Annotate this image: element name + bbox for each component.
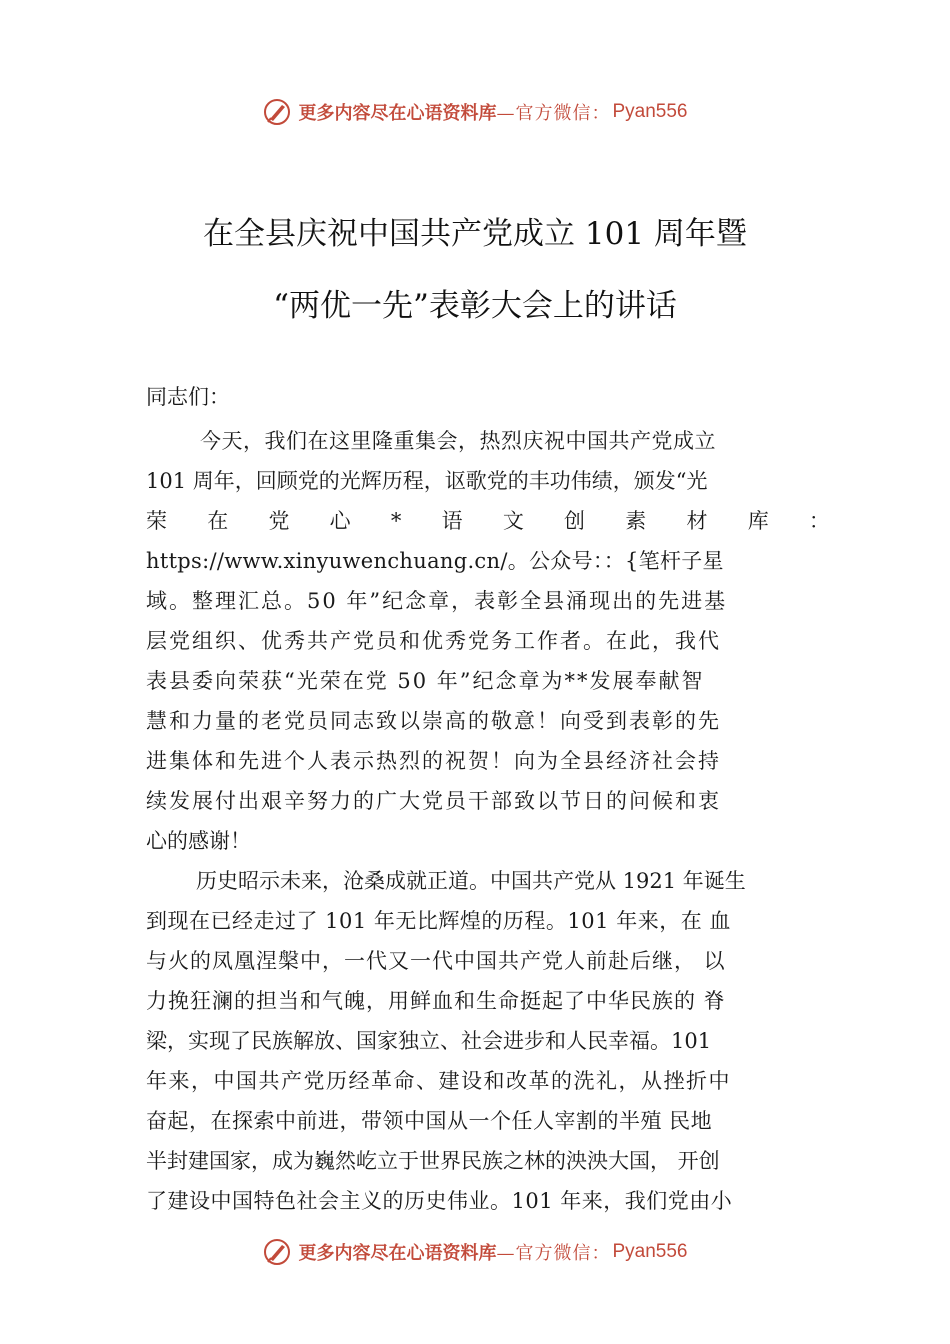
quill-pen-logo-icon: [262, 97, 292, 127]
watermark-text-library: 更多内容尽在心语资料库: [298, 103, 497, 124]
spread-char: 创: [564, 509, 586, 533]
paragraph-2-line-2: 到现在已经走过了 101 年无比辉煌的历程。101 年来，在 血: [146, 909, 731, 933]
paragraph-1-line-7: 表县委向荣获“光荣在党 50 年”纪念章为**发展奉献智: [146, 669, 705, 693]
paragraph-1-line-5: 域。整理汇总。50 年”纪念章，表彰全县涌现出的先进基: [146, 589, 728, 613]
spread-char: 库: [747, 509, 769, 533]
spread-char: 荣: [146, 509, 167, 533]
spread-char: 材: [686, 509, 708, 533]
paragraph-2-line-7: 奋起，在探索中前进，带领中国从一个任人宰割的半殖 民地: [146, 1109, 713, 1133]
paragraph-1-line-2: 101 周年，回顾党的光辉历程，讴歌党的丰功伟绩，颁发“光: [146, 469, 708, 493]
paragraph-1-line-11: 心的感谢！: [146, 829, 251, 853]
paragraph-2-line-5: 梁，实现了民族解放、国家独立、社会进步和人民幸福。101: [146, 1029, 712, 1053]
spread-char: 心: [329, 509, 351, 533]
paragraph-1-line-10: 续发展付出艰辛努力的广大党员干部致以节日的问候和衷: [146, 789, 721, 813]
watermark-text-wechat-id: Pyan556: [612, 101, 688, 122]
paragraph-2-line-1: 历史昭示未来，沧桑成就正道。中国共产党从 1921 年诞生: [196, 869, 746, 893]
paragraph-1-line-8: 慧和力量的老党员同志致以崇高的敬意！向受到表彰的先: [146, 709, 721, 733]
spread-char: 党: [268, 509, 290, 533]
salutation: 同志们：: [146, 385, 230, 409]
quill-pen-logo-icon: [262, 1237, 292, 1267]
paragraph-1-line-9: 进集体和先进个人表示热烈的祝贺！向为全县经济社会持: [146, 749, 721, 773]
document-title-line-1: 在全县庆祝中国共产党成立 101 周年暨: [203, 216, 747, 252]
paragraph-1-line-4: https://www.xinyuwenchuang.cn/。公众号：：{笔杆子星: [146, 549, 724, 573]
paragraph-2-line-4: 力挽狂澜的担当和气魄，用鲜血和生命挺起了中华民族的 脊: [146, 989, 726, 1013]
spread-char: *: [390, 509, 402, 533]
paragraph-2-line-8: 半封建国家，成为巍然屹立于世界民族之林的泱泱大国， 开创: [146, 1149, 720, 1173]
watermark-text-wechat-label: —官方微信：: [496, 103, 611, 124]
paragraph-2-line-3: 与火的凤凰涅槃中，一代又一代中国共产党人前赴后继， 以: [146, 949, 726, 973]
paragraph-2-line-6: 年来，中国共产党历经革命、建设和改革的洗礼，从挫折中: [146, 1069, 731, 1093]
paragraph-1-line-1: 今天，我们在这里隆重集会，热烈庆祝中国共产党成立: [200, 429, 716, 453]
document-title-line-2: “两优一先”表彰大会上的讲话: [273, 288, 677, 324]
spread-char: 文: [502, 509, 524, 533]
spread-char: 素: [625, 509, 647, 533]
watermark-text-wechat-id: Pyan556: [612, 1241, 688, 1262]
spread-char: 语: [441, 509, 463, 533]
watermark-banner-top: [0, 92, 950, 132]
watermark-banner-bottom: [0, 1232, 950, 1272]
watermark-text-library: 更多内容尽在心语资料库: [298, 1243, 497, 1264]
spread-char: ：: [808, 509, 830, 533]
paragraph-2-line-9: 了建设中国特色社会主义的历史伟业。101 年来，我们党由小: [146, 1189, 733, 1213]
paragraph-1-line-6: 层党组织、优秀共产党员和优秀党务工作者。在此，我代: [146, 629, 721, 653]
spread-char: 在: [207, 509, 229, 533]
paragraph-1-line-3: [146, 506, 830, 536]
watermark-text-wechat-label: —官方微信：: [496, 1243, 611, 1264]
